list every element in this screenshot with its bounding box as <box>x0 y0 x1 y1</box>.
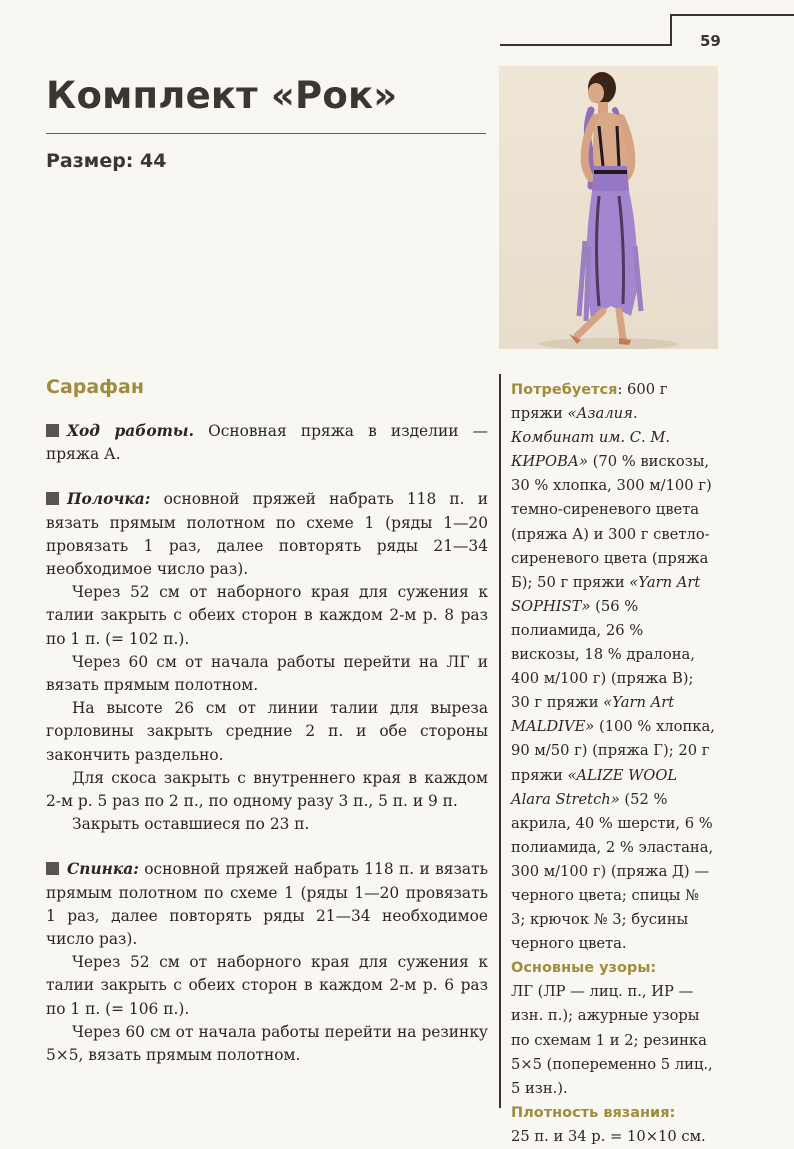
square-bullet-icon <box>46 424 59 437</box>
woman-in-dress-image <box>499 66 718 349</box>
patterns-text: ЛГ (ЛР — лиц. п., ИР — изн. п.); ажурные узоры по схемам 1 и 2; резинка 5×5 (попеременно 5 лиц., 5 изн.). <box>511 983 713 1097</box>
yarn-name: «Азалия. Комбинат им. С. М. КИРОВА» <box>511 405 671 471</box>
yarn-name: «Yarn Art SOPHIST» <box>511 573 701 615</box>
dress-photo <box>499 66 718 349</box>
size-label: Размер: 44 <box>46 150 167 172</box>
paragraph-lead: Ход работы. <box>67 422 194 440</box>
yarn-name: «Yarn Art MALDIVE» <box>511 694 675 736</box>
paragraph-text: Через 52 см от наборного края для сужения к талии закрыть с обеих сторон в каждом 2-м р. 8 раз по 1 п. (= 102 п.). <box>46 583 488 648</box>
paragraph-text: Через 60 см от начала работы перейти на ЛГ и вязать прямым полотном. <box>46 652 488 695</box>
square-bullet-icon <box>46 862 59 875</box>
page-number: 59 <box>700 32 721 50</box>
instructions-column <box>46 420 488 1067</box>
density-text: 25 п. и 34 р. = 10×10 см. <box>511 1127 706 1145</box>
page-title: Комплект «Рок» <box>46 74 398 117</box>
patterns-heading: Основные узоры <box>511 960 651 977</box>
requirements-text: (100 % хлопка, 90 м/50 г) (пряжа Г); 20 г пряжи <box>511 718 715 784</box>
paragraph-text: Закрыть оставшиеся по 23 п. <box>72 815 310 834</box>
title-rule <box>46 133 486 134</box>
requirements-text: : 600 г пряжи <box>511 381 668 423</box>
frame-top-line <box>670 14 794 16</box>
section-title: Сарафан <box>46 376 144 398</box>
paragraph-text: основной пряжей набрать 118 п. и вязать прямым полотном по схеме 1 (ряды 1—20 провязать 1 раз, далее повторять ряды 21—34 необходимое число раз). <box>46 490 488 579</box>
materials-column <box>511 378 716 1149</box>
requirements-text: (70 % вискозы, 30 % хлопка, 300 м/100 г) темно-сиреневого цвета (пряжа А) и 300 г светло-сиреневого цвета (пряжа Б); 50 г пряжи <box>511 453 712 591</box>
patterns-block <box>511 956 716 980</box>
column-divider <box>499 374 501 1108</box>
yarn-name: «ALIZE WOOL Alara Stretch» <box>511 766 678 808</box>
paragraph-text: основной пряжей набрать 118 п. и вязать прямым полотном по схеме 1 (ряды 1—20 провязать 1 раз, далее повторять ряды 21—34 необходимое число раз). <box>46 860 488 949</box>
requirements-text: (52 % акрила, 40 % шерсти, 6 % полиамида, 2 % эластана, 300 м/100 г) (пряжа Д) — черного цвета; спицы № 3; крючок № 3; бусины черного цвета. <box>511 790 714 953</box>
frame-bottom-line <box>500 44 672 46</box>
paragraph-text: Через 52 см от наборного края для сужения к талии закрыть с обеих сторон в каждом 2-м р. 6 раз по 1 п. (= 106 п.). <box>46 953 488 1018</box>
requirements-text: (56 % полиамида, 26 % вискозы, 18 % дралона, 400 м/100 г) (пряжа В); 30 г пряжи <box>511 597 695 712</box>
requirements-heading: Потребуется <box>511 382 618 398</box>
paragraph-work <box>46 420 488 466</box>
paragraph-lead: Спинка: <box>67 860 139 879</box>
colon: : <box>650 960 657 977</box>
density-block <box>511 1101 716 1125</box>
square-bullet-icon <box>46 492 59 505</box>
paragraph-text: На высоте 26 см от линии талии для выреза горловины закрыть средние 2 п. и обе стороны закончить раздельно. <box>46 699 488 764</box>
requirements-block <box>511 378 716 956</box>
paragraph-text: Через 60 см от начала работы перейти на резинку 5×5, вязать прямым полотном. <box>46 1022 488 1065</box>
colon: : <box>669 1104 676 1121</box>
paragraph-lead: Полочка: <box>67 490 151 509</box>
paragraph-back <box>46 858 488 951</box>
paragraph-text: Основная пряжа в изделии — пряжа А. <box>46 422 488 464</box>
frame-corner-line <box>670 14 672 46</box>
paragraph-front <box>46 488 488 581</box>
paragraph-text: Для скоса закрыть с внутреннего края в каждом 2-м р. 5 раз по 2 п., по одному разу 3 п., 5 п. и 9 п. <box>46 768 488 811</box>
density-heading: Плотность вязания <box>511 1104 670 1121</box>
